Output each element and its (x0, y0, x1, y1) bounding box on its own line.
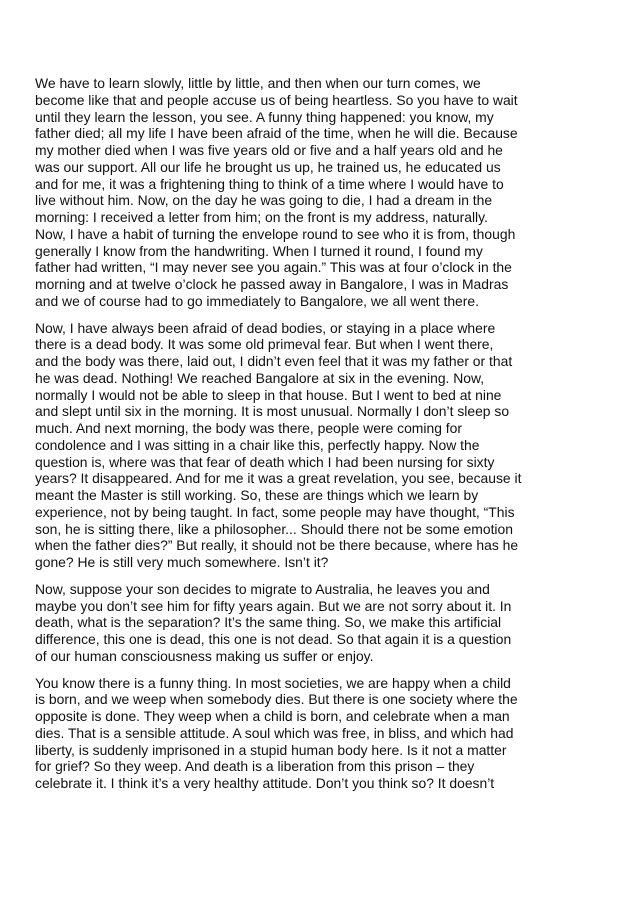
text-line: there is a dead body. It was some old primeval fear. But when I went there, (35, 336, 494, 353)
text-line: maybe you don’t see him for fifty years again. But we are not sorry about it. In (35, 597, 512, 614)
text-line: dies. That is a sensible attitude. A soul which was free, in bliss, and which had (35, 724, 514, 741)
text-line: Now, I have always been afraid of dead bodies, or staying in a place where (35, 319, 496, 336)
text-line: when the father dies?” But really, it should not be there because, where has he (35, 537, 519, 554)
paragraph-4 (35, 675, 607, 792)
text-line: morning: I received a letter from him; on the front is my address, naturally. (35, 209, 488, 225)
text-line: difference, this one is dead, this one is not dead. So that again it is a question (35, 631, 512, 647)
paragraph-1 (35, 75, 607, 310)
text-line: and slept until six in the morning. It is most unusual. Normally I don’t sleep so (35, 403, 510, 420)
document-page (35, 75, 607, 802)
text-line: and the body was there, laid out, I didn’t even feel that it was my father or that (35, 353, 513, 369)
text-line: become like that and people accuse us of being heartless. So you have to wait (35, 91, 518, 108)
text-line: liberty, is suddenly imprisoned in a stupid human body here. Is it not a matter (35, 741, 507, 758)
text-line: live without him. Now, on the day he was going to die, I had a dream in the (35, 192, 493, 209)
text-line: experience, not by being taught. In fact, some people may have thought, “This (35, 503, 515, 520)
text-line: normally I would not be able to sleep in that house. But I went to bed at nine (35, 386, 502, 403)
text-line: morning and at twelve o’clock he passed away in Bangalore, I was in Madras (35, 276, 509, 292)
text-line: and for me, it was a frightening thing to think of a time where I would have to (35, 175, 504, 192)
text-line: was our support. All our life he brought us up, he trained us, he educated us (35, 158, 501, 175)
text-line: generally I know from the handwriting. When I turned it round, I found my (35, 242, 483, 259)
text-line: You know there is a funny thing. In most societies, we are happy when a child (35, 674, 511, 691)
text-line: son, he is sitting there, like a philosopher... Should there not be some emotion (35, 520, 513, 537)
text-line: and we of course had to go immediately to Bangalore, we all went there. (35, 292, 479, 309)
paragraph-2 (35, 320, 607, 571)
text-line: my mother died when I was five years old or five and a half years old and he (35, 142, 503, 158)
text-line: We have to learn slowly, little by little, and then when our turn comes, we (35, 75, 481, 91)
text-line: much. And next morning, the body was there, people were coming for (35, 420, 462, 436)
text-line: celebrate it. I think it’s a very healthy attitude. Don’t you think so? It doesn’t (35, 775, 495, 791)
paragraph-3 (35, 581, 607, 665)
text-line: father had written, “I may never see you again.” This was at four o’clock in the (35, 259, 512, 276)
text-line: condolence and I was sitting in a chair like this, perfectly happy. Now the (35, 436, 480, 453)
text-line: opposite is done. They weep when a child is born, and celebrate when a man (35, 708, 510, 724)
text-line: death, what is the separation? It’s the same thing. So, we make this artificial (35, 614, 502, 631)
text-line: Now, suppose your son decides to migrate to Australia, he leaves you and (35, 580, 490, 597)
text-line: Now, I have a habit of turning the envelope round to see who it is from, though (35, 225, 516, 242)
text-line: he was dead. Nothing! We reached Bangalore at six in the evening. Now, (35, 369, 485, 386)
text-line: is born, and we weep when somebody dies. But there is one society where the (35, 691, 518, 708)
text-line: for grief? So they weep. And death is a liberation from this prison – they (35, 758, 475, 775)
text-line: until they learn the lesson, you see. A funny thing happened: you know, my (35, 108, 494, 125)
text-line: years? It disappeared. And for me it was a great revelation, you see, because it (35, 470, 522, 487)
text-line: father died; all my life I have been afraid of the time, when he will die. Because (35, 125, 518, 142)
text-line: meant the Master is still working. So, these are things which we learn by (35, 487, 479, 503)
text-line: of our human consciousness making us suffer or enjoy. (35, 647, 374, 664)
text-line: gone? He is still very much somewhere. Isn’t it? (35, 554, 329, 570)
text-line: question is, where was that fear of death which I had been nursing for sixty (35, 453, 495, 470)
